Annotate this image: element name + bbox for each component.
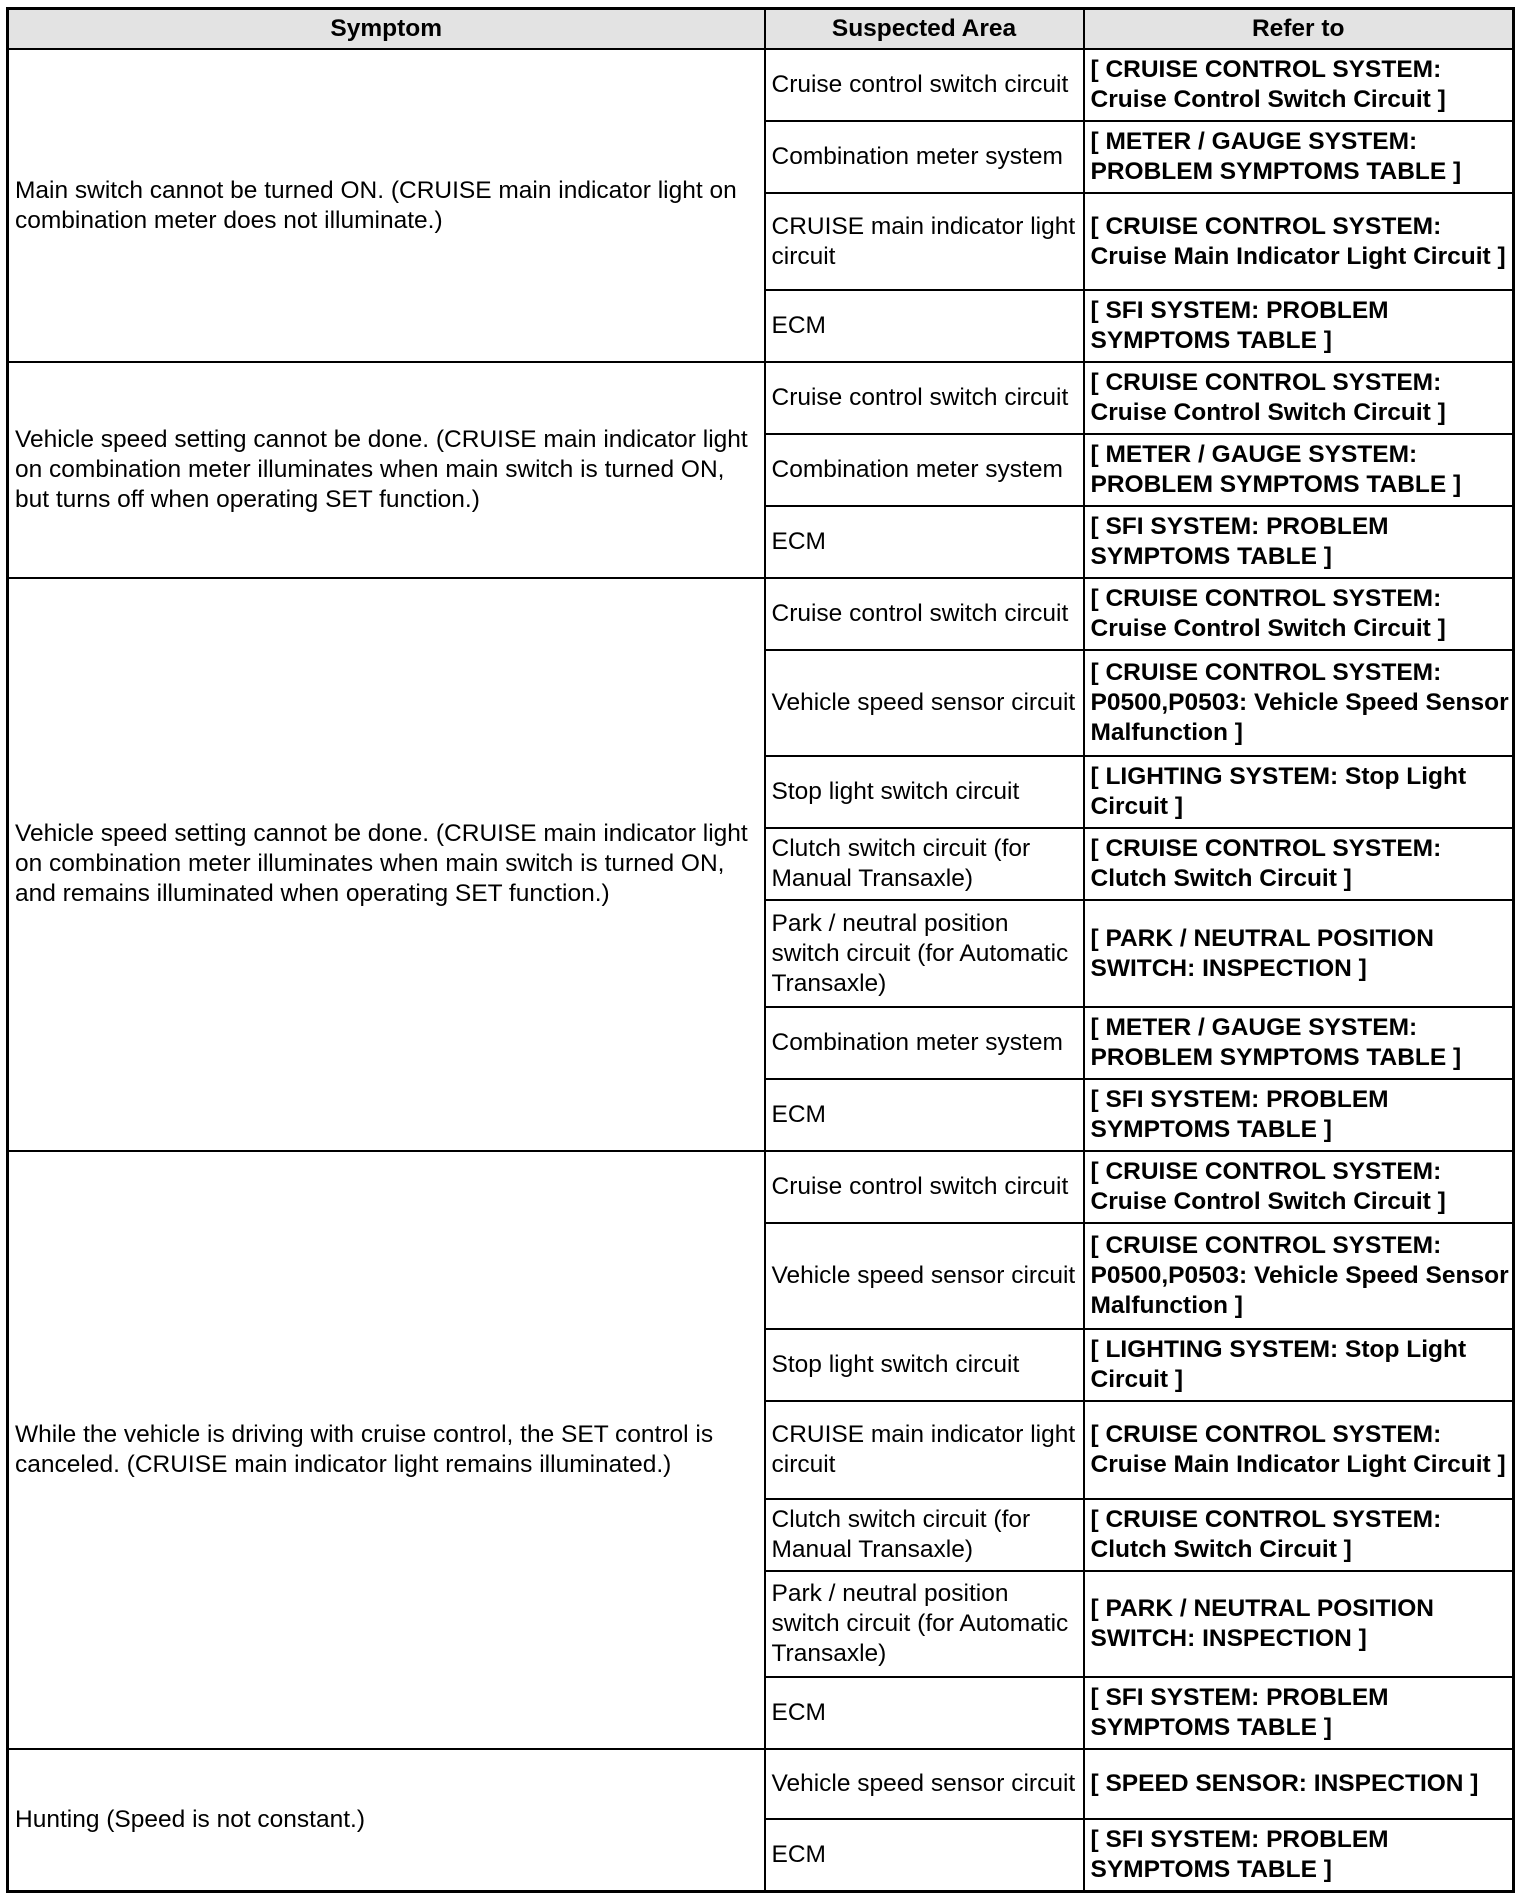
- symptom-cell: Hunting (Speed is not constant.): [8, 1749, 765, 1891]
- suspected-area-cell: Park / neutral position switch circuit (for Automatic Transaxle): [765, 1571, 1084, 1678]
- suspected-area-cell: Cruise control switch circuit: [765, 1151, 1084, 1223]
- suspected-area-cell: Stop light switch circuit: [765, 756, 1084, 828]
- suspected-area-cell: ECM: [765, 1819, 1084, 1892]
- suspected-area-cell: Combination meter system: [765, 121, 1084, 193]
- refer-to-cell: [ LIGHTING SYSTEM: Stop Light Circuit ]: [1084, 756, 1514, 828]
- suspected-area-cell: ECM: [765, 1079, 1084, 1151]
- suspected-area-cell: CRUISE main indicator light circuit: [765, 193, 1084, 290]
- refer-to-cell: [ CRUISE CONTROL SYSTEM: Clutch Switch Circuit ]: [1084, 828, 1514, 900]
- header-symptom: Symptom: [8, 9, 765, 50]
- refer-to-cell: [ SFI SYSTEM: PROBLEM SYMPTOMS TABLE ]: [1084, 1819, 1514, 1892]
- refer-to-cell: [ CRUISE CONTROL SYSTEM: Cruise Control Switch Circuit ]: [1084, 49, 1514, 121]
- refer-to-cell: [ PARK / NEUTRAL POSITION SWITCH: INSPECTION ]: [1084, 900, 1514, 1007]
- refer-to-cell: [ CRUISE CONTROL SYSTEM: Cruise Control Switch Circuit ]: [1084, 1151, 1514, 1223]
- suspected-area-cell: ECM: [765, 506, 1084, 578]
- suspected-area-cell: Stop light switch circuit: [765, 1329, 1084, 1401]
- suspected-area-cell: ECM: [765, 290, 1084, 362]
- symptom-cell: Main switch cannot be turned ON. (CRUISE main indicator light on combination meter does not illuminate.): [8, 49, 765, 362]
- symptom-cell: While the vehicle is driving with cruise control, the SET control is canceled. (CRUISE main indicator light remains illuminated.): [8, 1151, 765, 1749]
- refer-to-cell: [ METER / GAUGE SYSTEM: PROBLEM SYMPTOMS TABLE ]: [1084, 1007, 1514, 1079]
- symptom-cell: Vehicle speed setting cannot be done. (CRUISE main indicator light on combination meter illuminates when main switch is turned ON, and remains illuminated when operating SET function.): [8, 578, 765, 1151]
- suspected-area-cell: Vehicle speed sensor circuit: [765, 1749, 1084, 1819]
- table-row: [8, 49, 1514, 121]
- header-refer-to: Refer to: [1084, 9, 1514, 50]
- refer-to-cell: [ SFI SYSTEM: PROBLEM SYMPTOMS TABLE ]: [1084, 1079, 1514, 1151]
- suspected-area-cell: Clutch switch circuit (for Manual Transaxle): [765, 1499, 1084, 1571]
- refer-to-cell: [ SFI SYSTEM: PROBLEM SYMPTOMS TABLE ]: [1084, 1677, 1514, 1749]
- suspected-area-cell: Clutch switch circuit (for Manual Transaxle): [765, 828, 1084, 900]
- suspected-area-cell: Combination meter system: [765, 1007, 1084, 1079]
- problem-symptoms-sheet: [6, 7, 1512, 1893]
- refer-to-cell: [ METER / GAUGE SYSTEM: PROBLEM SYMPTOMS TABLE ]: [1084, 434, 1514, 506]
- table-header: [8, 9, 1514, 50]
- table-row: [8, 1151, 1514, 1223]
- refer-to-cell: [ LIGHTING SYSTEM: Stop Light Circuit ]: [1084, 1329, 1514, 1401]
- header-suspected-area: Suspected Area: [765, 9, 1084, 50]
- suspected-area-cell: CRUISE main indicator light circuit: [765, 1401, 1084, 1498]
- suspected-area-cell: Cruise control switch circuit: [765, 49, 1084, 121]
- suspected-area-cell: Park / neutral position switch circuit (for Automatic Transaxle): [765, 900, 1084, 1007]
- header-row: [8, 9, 1514, 50]
- suspected-area-cell: Combination meter system: [765, 434, 1084, 506]
- refer-to-cell: [ CRUISE CONTROL SYSTEM: P0500,P0503: Vehicle Speed Sensor Malfunction ]: [1084, 1223, 1514, 1330]
- refer-to-cell: [ CRUISE CONTROL SYSTEM: Cruise Main Indicator Light Circuit ]: [1084, 193, 1514, 290]
- refer-to-cell: [ CRUISE CONTROL SYSTEM: Cruise Control Switch Circuit ]: [1084, 362, 1514, 434]
- refer-to-cell: [ SPEED SENSOR: INSPECTION ]: [1084, 1749, 1514, 1819]
- suspected-area-cell: Cruise control switch circuit: [765, 362, 1084, 434]
- refer-to-cell: [ CRUISE CONTROL SYSTEM: P0500,P0503: Vehicle Speed Sensor Malfunction ]: [1084, 650, 1514, 757]
- suspected-area-cell: Vehicle speed sensor circuit: [765, 1223, 1084, 1330]
- table-row: [8, 362, 1514, 434]
- suspected-area-cell: Vehicle speed sensor circuit: [765, 650, 1084, 757]
- refer-to-cell: [ PARK / NEUTRAL POSITION SWITCH: INSPECTION ]: [1084, 1571, 1514, 1678]
- refer-to-cell: [ CRUISE CONTROL SYSTEM: Cruise Control Switch Circuit ]: [1084, 578, 1514, 650]
- table-row: [8, 578, 1514, 650]
- refer-to-cell: [ SFI SYSTEM: PROBLEM SYMPTOMS TABLE ]: [1084, 290, 1514, 362]
- refer-to-cell: [ METER / GAUGE SYSTEM: PROBLEM SYMPTOMS TABLE ]: [1084, 121, 1514, 193]
- refer-to-cell: [ SFI SYSTEM: PROBLEM SYMPTOMS TABLE ]: [1084, 506, 1514, 578]
- suspected-area-cell: Cruise control switch circuit: [765, 578, 1084, 650]
- symptom-cell: Vehicle speed setting cannot be done. (CRUISE main indicator light on combination meter illuminates when main switch is turned ON, but turns off when operating SET function.): [8, 362, 765, 578]
- suspected-area-cell: ECM: [765, 1677, 1084, 1749]
- refer-to-cell: [ CRUISE CONTROL SYSTEM: Cruise Main Indicator Light Circuit ]: [1084, 1401, 1514, 1498]
- problem-symptoms-table: [6, 7, 1515, 1893]
- table-body: [8, 49, 1514, 1892]
- refer-to-cell: [ CRUISE CONTROL SYSTEM: Clutch Switch Circuit ]: [1084, 1499, 1514, 1571]
- table-row: [8, 1749, 1514, 1819]
